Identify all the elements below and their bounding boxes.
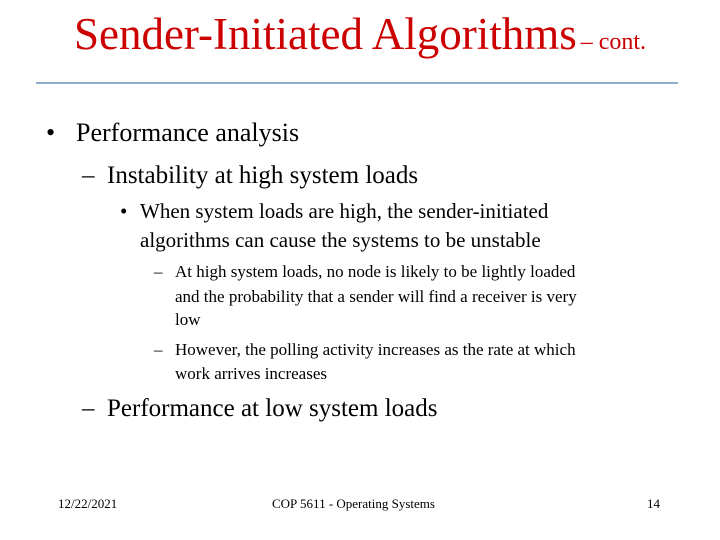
bullet-marker: • — [46, 118, 56, 147]
detail-no-light-node-line3: low — [175, 310, 201, 329]
point-high-loads-line2: algorithms can cause the systems to be unstable — [140, 228, 541, 252]
slide-title-suffix: – cont. — [580, 29, 647, 55]
footer-page-number: 14 — [647, 496, 660, 511]
title-divider — [36, 82, 678, 84]
bullet-marker: • — [120, 199, 128, 223]
dash-marker: – — [82, 162, 95, 189]
footer-course: COP 5611 - Operating Systems — [272, 496, 435, 511]
slide-title — [0, 9, 720, 59]
dash-marker: – — [154, 340, 163, 359]
subheading-low-loads: Performance at low system loads — [107, 395, 438, 422]
detail-polling-line1: However, the polling activity increases as the rate at which — [175, 340, 576, 359]
heading-performance-analysis: Performance analysis — [76, 118, 300, 147]
point-high-loads-line1: When system loads are high, the sender-initiated — [140, 199, 549, 223]
detail-no-light-node-line1: At high system loads, no node is likely to be lightly loaded — [175, 262, 576, 281]
subheading-instability: Instability at high system loads — [107, 162, 419, 189]
slide-title-main: Sender-Initiated Algorithms — [73, 9, 577, 59]
detail-polling-line2: work arrives increases — [175, 364, 327, 383]
dash-marker: – — [82, 395, 95, 422]
dash-marker: – — [154, 262, 163, 281]
detail-no-light-node-line2: and the probability that a sender will find a receiver is very — [175, 287, 577, 306]
footer-date: 12/22/2021 — [58, 496, 118, 511]
